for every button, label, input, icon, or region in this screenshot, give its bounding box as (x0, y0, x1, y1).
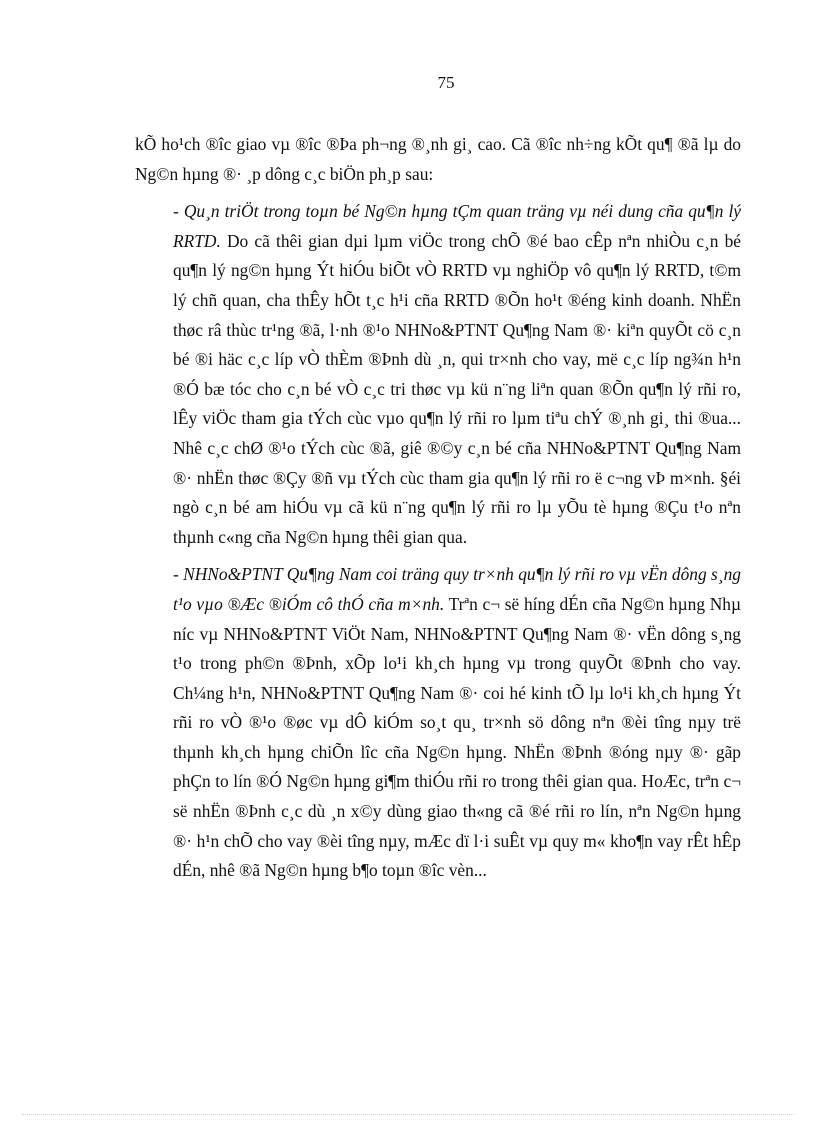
paragraph-intro (135, 130, 741, 189)
paragraph-text: Do cã thêi gian dµi lµm viÖc trong chÕ ®é bao cÊp nªn nhiÒu c¸n bé qu¶n lý ng©n hµng Ýt hiÓu biÕt vÒ RRTD vµ nghiÖp vô qu¶n lý RRTD, t©m lý chñ quan, cha thÊy hÕt t¸c h¹i cña RRTD ®Õn ho¹t ®éng kinh doanh. NhËn thøc râ thùc tr¹ng ®ã, l·nh ®¹o NHNo&PTNT Qu¶ng Nam ®· kiªn quyÕt cö c¸n bé ®i häc c¸c líp vÒ thÈm ®Þnh dù ¸n, qui tr×nh cho vay, më c¸c líp ng¾n h¹n ®Ó bæ tóc cho c¸n bé vÒ c¸c tri thøc vµ kü n¨ng liªn quan ®Õn qu¶n lý rñi ro, lÊy viÖc tham gia tÝch cùc vµo qu¶n lý rñi ro lµm tiªu chÝ ®¸nh gi¸ thi ®ua... Nhê c¸c chØ ®¹o tÝch cùc ®ã, giê ®©y c¸n bé cña NHNo&PTNT Qu¶ng Nam ®· nhËn thøc ®Çy ®ñ vµ tÝch cùc tham gia qu¶n lý rñi ro ë c¬ng vÞ m×nh. §éi ngò c¸n bé am hiÓu vµ cã kü n¨ng qu¶n lý rñi ro lµ yÕu tè hµng ®Çu t¹o nªn thµnh c«ng cña Ng©n hµng thêi gian qua. (173, 230, 741, 547)
paragraph-point-1 (135, 197, 741, 552)
body-text (135, 130, 741, 886)
page-number: 75 (437, 73, 455, 92)
paragraph-text: Trªn c¬ së híng dÉn cña Ng©n hµng Nhµ níc vµ NHNo&PTNT ViÖt Nam, NHNo&PTNT Qu¶ng Nam ®· vËn dông s¸ng t¹o trong ph©n ®Þnh, xÕp lo¹i kh¸ch hµng vµ trong quyÕt ®Þnh cho vay. Ch¼ng h¹n, NHNo&PTNT Qu¶ng Nam ®· coi hé kinh tÕ lµ lo¹i kh¸ch hµng Ýt rñi ro vÒ ®¹o ®øc vµ dÔ kiÓm so¸t qu¸ tr×nh sö dông nªn ®èi tîng nµy trë thµnh kh¸ch hµng chiÕn lîc cña Ng©n hµng. NhËn ®Þnh ®óng nµy ®· gãp phÇn to lín ®Ó Ng©n hµng gi¶m thiÓu rñi ro trong thêi gian qua. HoÆc, trªn c¬ së nhËn ®Þnh c¸c dù ¸n x©y dùng giao th«ng cã ®é rñi ro lín, nªn Ng©n hµng ®· h¹n chÕ cho vay ®èi tîng nµy, mÆc dï l·i suÊt vµ quy m« kho¶n vay rÊt hÊp dÉn, nhê ®ã Ng©n hµng b¶o toµn ®îc vèn... (173, 593, 742, 881)
paragraph-text: kÕ ho¹ch ®îc giao vµ ®îc ®Þa ph¬ng ®¸nh gi¸ cao. Cã ®îc nh÷ng kÕt qu¶ ®ã lµ do Ng©n hµng ®· ¸p dông c¸c biÖn ph¸p sau: (135, 134, 741, 184)
paragraph-point-2 (135, 560, 741, 886)
paragraph-heading: - Qu¸n triÖt trong toµn bé Ng©n hµng tÇm quan träng vµ néi dung cña qu¶n lý RRTD. (173, 201, 741, 251)
page-bottom-divider (22, 1114, 794, 1115)
paragraph-heading: - NHNo&PTNT Qu¶ng Nam coi träng quy tr×nh qu¶n lý rñi ro vµ vËn dông s¸ng t¹o vµo ®Æc ®iÓm cô thÓ cña m×nh. (173, 564, 741, 614)
